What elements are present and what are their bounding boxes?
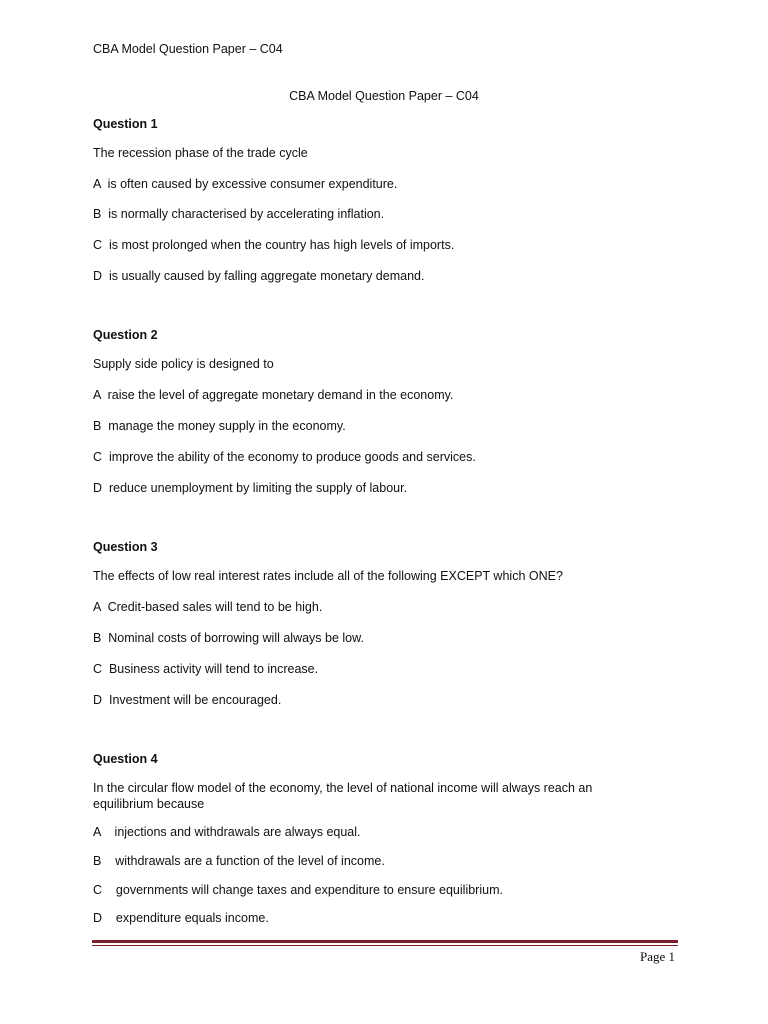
answer-option: A raise the level of aggregate monetary demand in the economy. xyxy=(93,388,454,402)
question-stem-continued: equilibrium because xyxy=(93,797,205,811)
answer-option: B withdrawals are a function of the level of income. xyxy=(93,854,385,868)
answer-option: B Nominal costs of borrowing will always be low. xyxy=(93,631,364,645)
page-title: CBA Model Question Paper – C04 xyxy=(289,89,479,103)
answer-option: A is often caused by excessive consumer expenditure. xyxy=(93,177,398,191)
running-header: CBA Model Question Paper – C04 xyxy=(93,42,283,56)
answer-option: D reduce unemployment by limiting the supply of labour. xyxy=(93,481,408,495)
answer-option: D is usually caused by falling aggregate monetary demand. xyxy=(93,269,425,283)
footer-rule-thick xyxy=(92,940,678,943)
answer-option: C Business activity will tend to increase. xyxy=(93,662,319,676)
answer-option: A Credit-based sales will tend to be high. xyxy=(93,600,323,614)
question-stem: Supply side policy is designed to xyxy=(93,357,274,371)
answer-option: A injections and withdrawals are always equal. xyxy=(93,825,361,839)
answer-option: D Investment will be encouraged. xyxy=(93,693,282,707)
question-heading: Question 4 xyxy=(93,752,158,766)
answer-option: C is most prolonged when the country has high levels of imports. xyxy=(93,238,455,252)
answer-option: D expenditure equals income. xyxy=(93,911,269,925)
page-number: Page 1 xyxy=(639,949,675,964)
answer-option: B is normally characterised by accelerating inflation. xyxy=(93,207,385,221)
footer-rule-thin xyxy=(92,945,678,946)
question-stem: The recession phase of the trade cycle xyxy=(93,146,308,160)
answer-option: C governments will change taxes and expenditure to ensure equilibrium. xyxy=(93,883,503,897)
question-heading: Question 2 xyxy=(93,328,158,342)
question-heading: Question 1 xyxy=(93,117,158,131)
answer-option: B manage the money supply in the economy. xyxy=(93,419,346,433)
question-heading: Question 3 xyxy=(93,540,158,554)
answer-option: C improve the ability of the economy to produce goods and services. xyxy=(93,450,476,464)
question-stem: In the circular flow model of the economy, the level of national income will always reach an xyxy=(93,781,593,795)
question-stem: The effects of low real interest rates include all of the following EXCEPT which ONE? xyxy=(93,569,563,583)
